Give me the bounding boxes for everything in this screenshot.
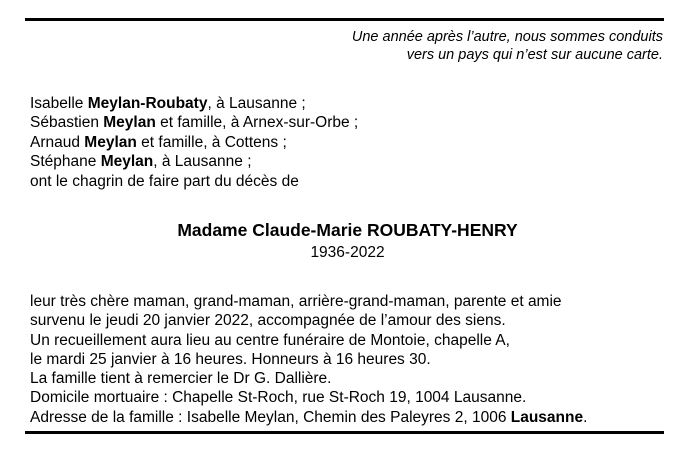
- family-member: [30, 152, 358, 171]
- body-line: le mardi 25 janvier à 16 heures. Honneurs à 16 heures 30.: [30, 350, 431, 368]
- announcement-line: ont le chagrin de faire part du décès de: [30, 172, 299, 190]
- epigraph: [352, 28, 663, 64]
- body-line: Domicile mortuaire : Chapelle St-Roch, rue St-Roch 19, 1004 Lausanne.: [30, 389, 527, 407]
- address-prefix: Adresse de la famille : Isabelle Meylan, Chemin des Paleyres 2, 1006: [30, 408, 511, 426]
- surname: Meylan: [100, 153, 154, 171]
- family-address: [30, 408, 587, 427]
- notice-body: [30, 292, 587, 427]
- family-member: [30, 133, 358, 152]
- deceased-years: 1936-2022: [310, 244, 385, 261]
- first-name: Isabelle: [30, 95, 88, 112]
- body-line: leur très chère maman, grand-maman, arrière-grand-maman, parente et amie: [30, 293, 562, 310]
- address-city: Lausanne: [510, 408, 584, 426]
- member-detail: , à Lausanne ;: [153, 153, 252, 171]
- epigraph-line-2: vers un pays qui n’est sur aucune carte.: [406, 47, 663, 63]
- top-rule: [25, 18, 664, 21]
- family-member: [30, 113, 358, 132]
- family-member: [30, 94, 358, 113]
- surname: Meylan: [84, 133, 137, 151]
- bottom-rule: [25, 431, 664, 434]
- body-line: Un recueillement aura lieu au centre funéraire de Montoie, chapelle A,: [30, 331, 510, 349]
- address-suffix: .: [583, 408, 588, 426]
- member-detail: , à Lausanne ;: [207, 95, 306, 112]
- surname: Meylan: [103, 114, 156, 132]
- member-detail: et famille, à Arnex-sur-Orbe ;: [155, 114, 359, 132]
- surname: Meylan-Roubaty: [87, 95, 208, 112]
- body-line: La famille tient à remercier le Dr G. Dallière.: [30, 370, 332, 388]
- deceased-name: Madame Claude-Marie ROUBATY-HENRY: [177, 220, 518, 240]
- epigraph-line-1: Une année après l’autre, nous sommes conduits: [351, 29, 663, 45]
- member-detail: et famille, à Cottens ;: [136, 133, 287, 151]
- body-line: survenu le jeudi 20 janvier 2022, accompagnée de l’amour des siens.: [30, 312, 506, 330]
- first-name: Sébastien: [30, 114, 104, 132]
- family-list: [30, 94, 358, 191]
- first-name: Arnaud: [30, 133, 85, 151]
- first-name: Stéphane: [30, 153, 101, 171]
